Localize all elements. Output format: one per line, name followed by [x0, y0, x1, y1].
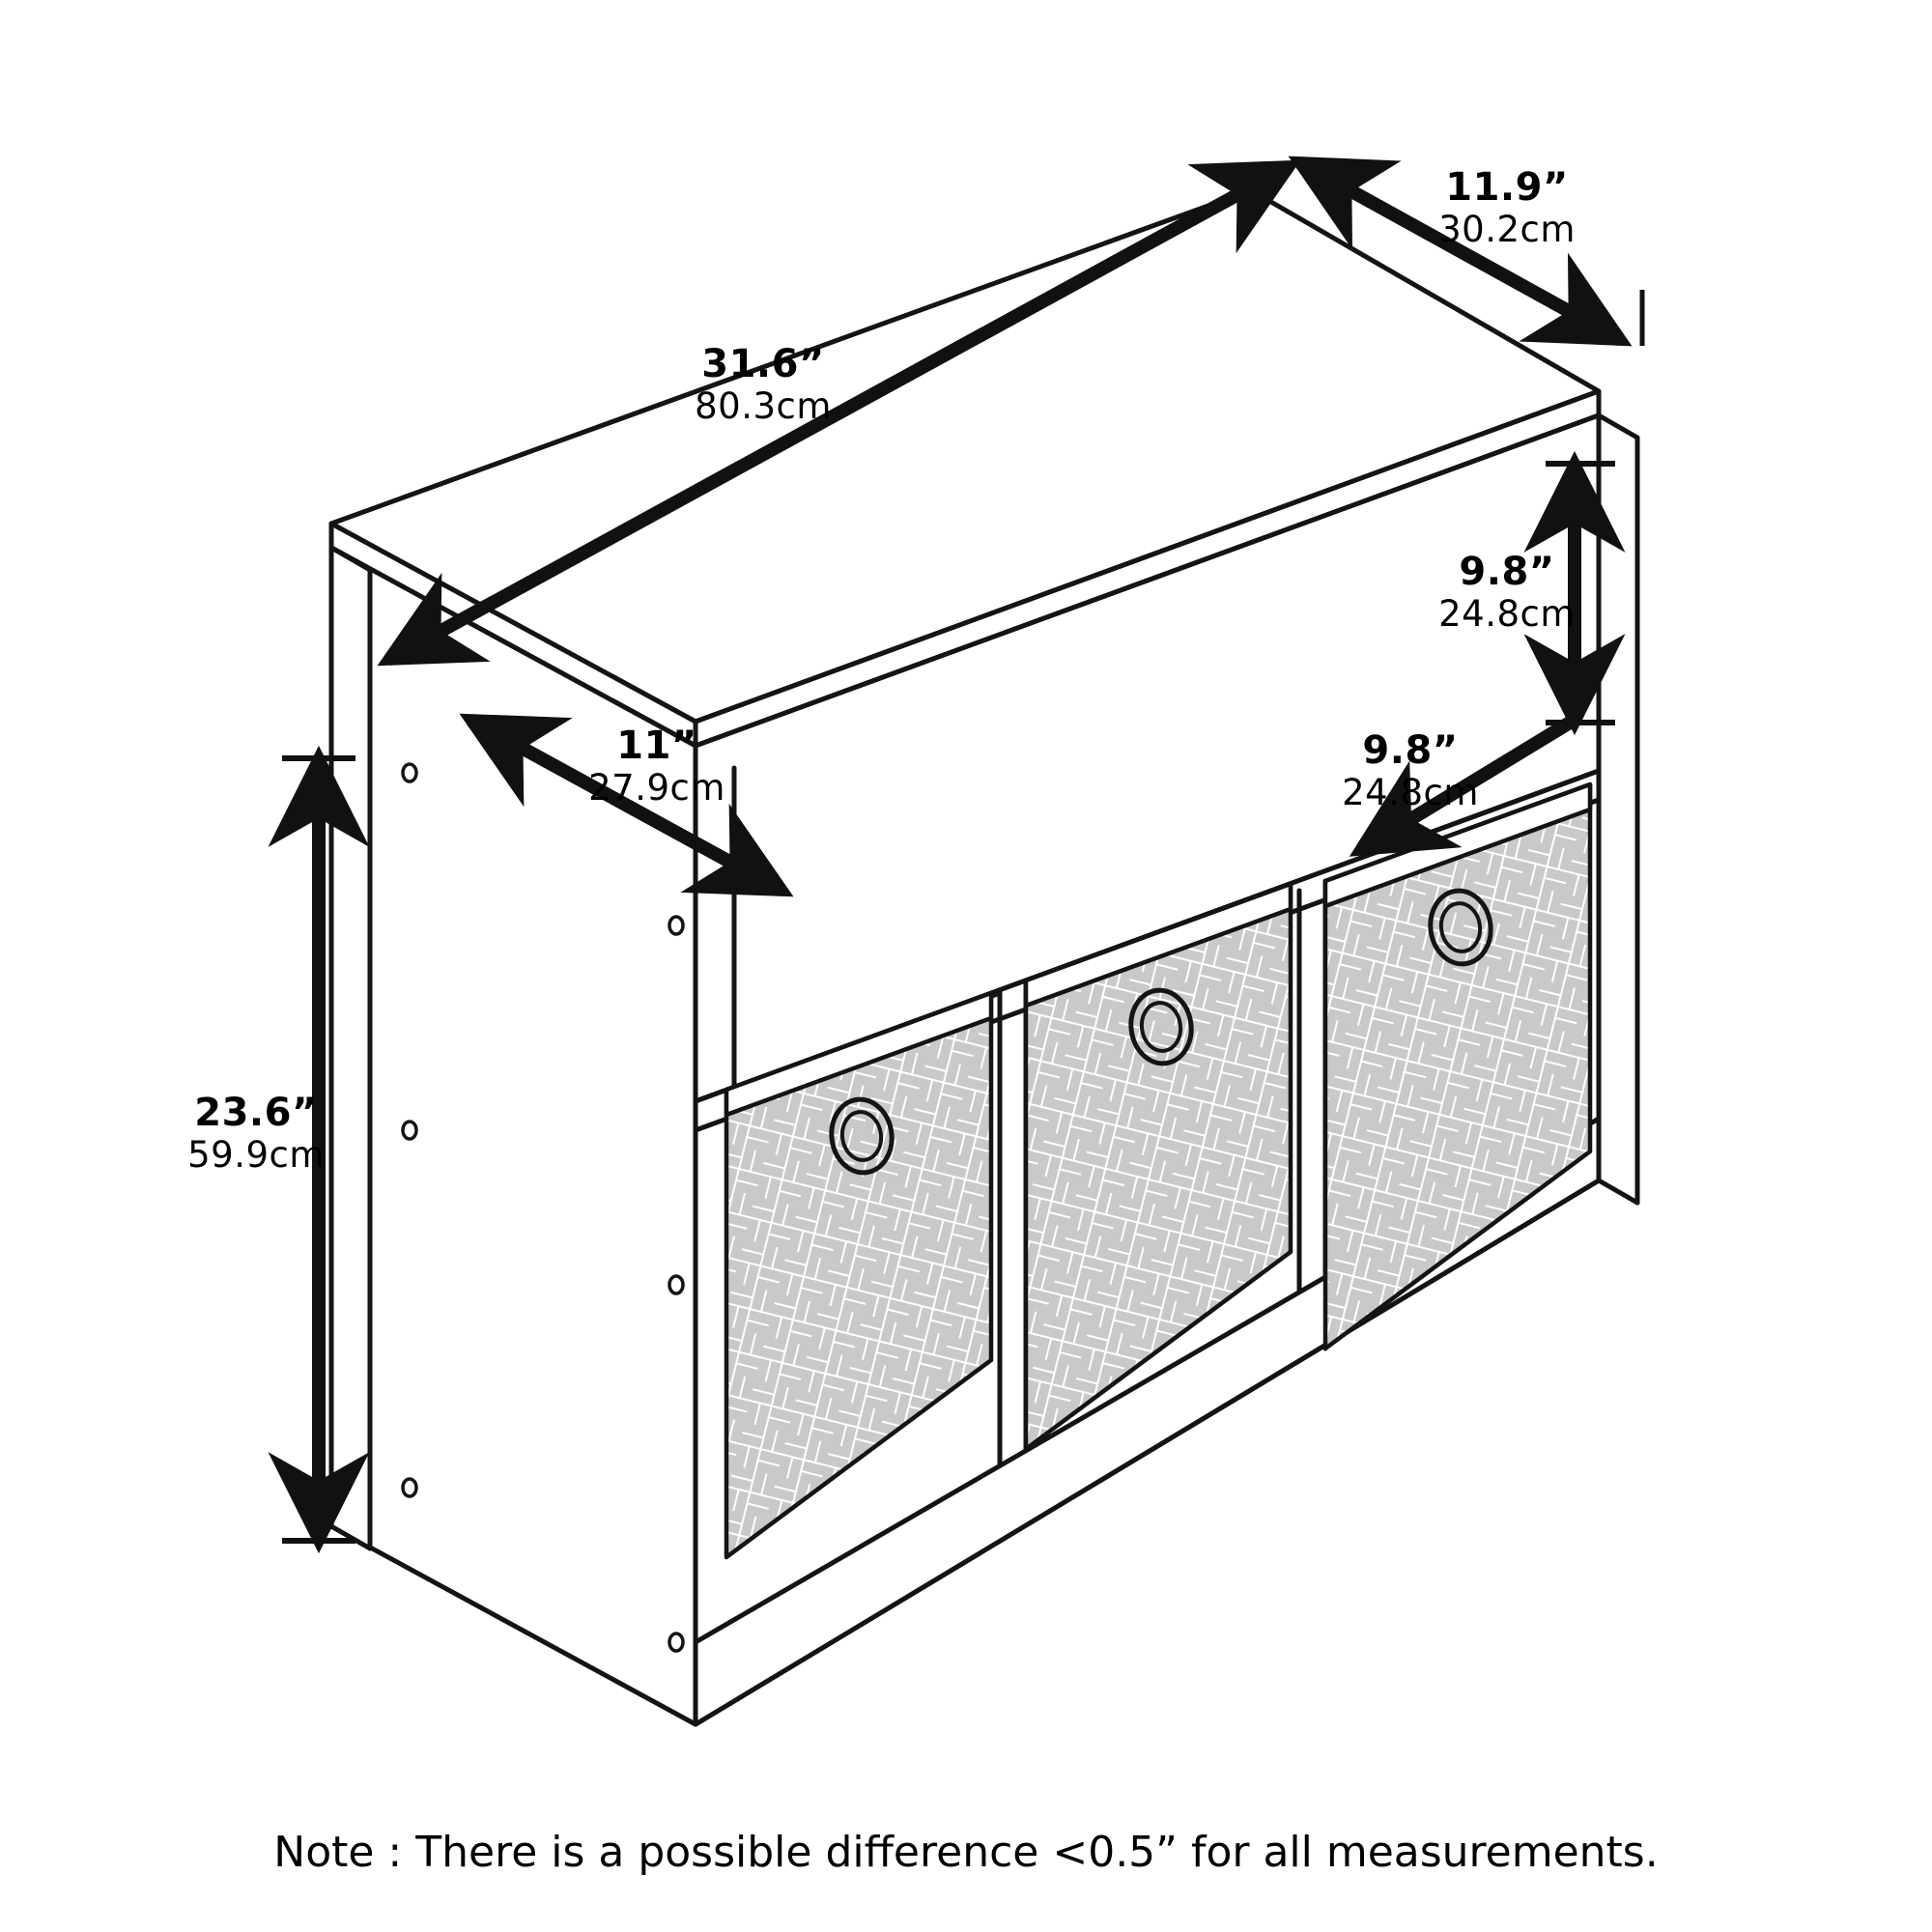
dimension-label-cube-upper [1381, 551, 1633, 634]
dimension-width-inches: 31.6” [701, 342, 825, 386]
dimension-cube-lower-cm: 24.8cm [1342, 771, 1479, 813]
dimension-cube-upper-cm: 24.8cm [1438, 592, 1576, 635]
dimension-cube-lower-inches: 9.8” [1362, 728, 1459, 773]
dimension-label-width [638, 343, 889, 426]
dimension-inner-depth-inches: 11” [616, 724, 697, 768]
dimension-label-inner-depth [541, 724, 773, 808]
dimension-width-cm: 80.3cm [695, 384, 832, 427]
dimension-depth-cm: 30.2cm [1438, 208, 1576, 250]
dimension-height-cm: 59.9cm [187, 1133, 325, 1176]
dimension-label-depth [1381, 166, 1633, 249]
dimension-label-cube-lower [1285, 729, 1536, 812]
dimension-inner-depth-cm: 27.9cm [588, 766, 725, 809]
dimension-depth-inches: 11.9” [1445, 165, 1569, 210]
dimension-height-inches: 23.6” [194, 1091, 318, 1135]
right-side-panel [1599, 415, 1637, 1203]
measurement-note: Note : There is a possible difference <0.5” for all measurements. [273, 1828, 1659, 1877]
dimension-label-height [130, 1092, 382, 1175]
dimension-cube-upper-inches: 9.8” [1459, 550, 1555, 594]
